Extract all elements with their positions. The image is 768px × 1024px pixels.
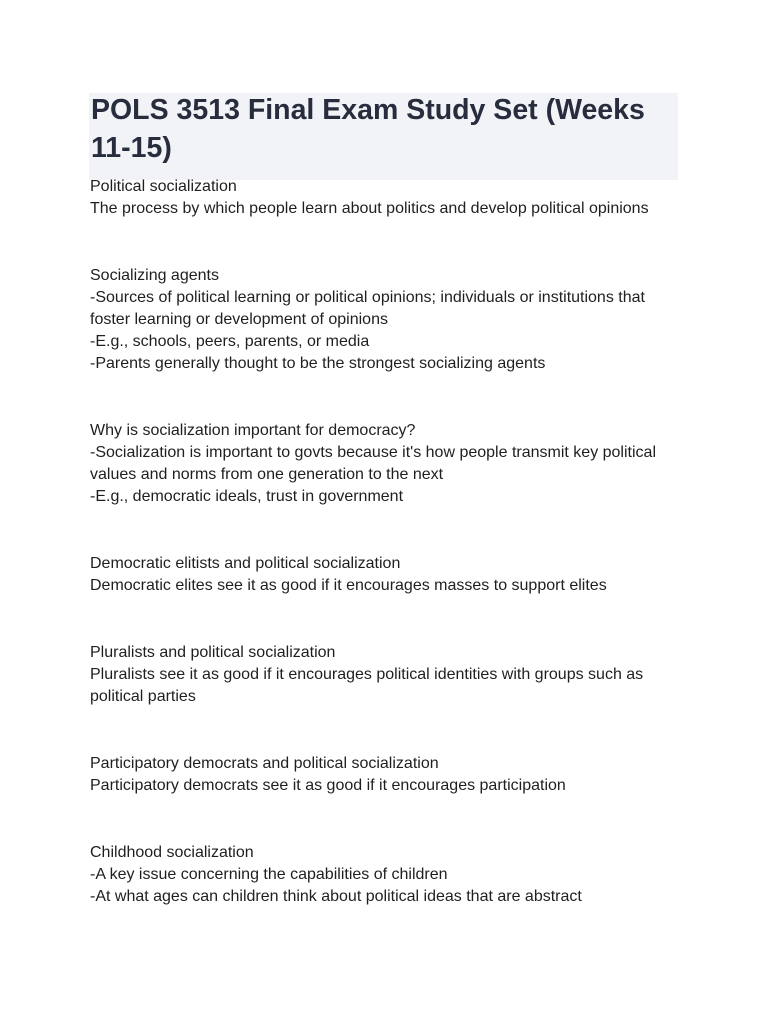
card-term: Democratic elitists and political socialization (90, 555, 401, 572)
study-card (90, 553, 680, 597)
title-banner (89, 93, 678, 180)
card-definition-line: -A key issue concerning the capabilities of children (90, 866, 448, 883)
study-card (90, 842, 680, 908)
card-definition-line: -E.g., schools, peers, parents, or media (90, 333, 370, 350)
card-definition-line: Participatory democrats see it as good if it encourages participation (90, 777, 566, 794)
card-definition-line: -Socialization is important to govts because it's how people transmit key political values and norms from one generation to the next (90, 444, 656, 483)
page-title: POLS 3513 Final Exam Study Set (Weeks 11-15) (91, 94, 645, 164)
card-term: Socializing agents (90, 267, 219, 284)
card-term: Childhood socialization (90, 844, 254, 861)
card-definition-line: -E.g., democratic ideals, trust in government (90, 488, 404, 505)
study-card (90, 265, 680, 375)
card-term: Pluralists and political socialization (90, 644, 336, 661)
card-definition-line: -Parents generally thought to be the strongest socializing agents (90, 355, 546, 372)
card-definition-line: -Sources of political learning or political opinions; individuals or institutions that foster learning or development of opinions (90, 289, 645, 328)
card-definition-line: Democratic elites see it as good if it encourages masses to support elites (90, 577, 607, 594)
card-definition-line: The process by which people learn about politics and develop political opinions (90, 200, 649, 217)
study-card-list (90, 176, 680, 953)
study-card (90, 753, 680, 797)
study-card (90, 420, 680, 508)
card-term: Participatory democrats and political socialization (90, 755, 439, 772)
study-card (90, 176, 680, 220)
card-term: Why is socialization important for democracy? (90, 422, 416, 439)
card-definition-line: Pluralists see it as good if it encourages political identities with groups such as political parties (90, 666, 644, 705)
card-definition-line: -At what ages can children think about political ideas that are abstract (90, 888, 582, 905)
card-term: Political socialization (90, 178, 237, 195)
study-card (90, 642, 680, 708)
